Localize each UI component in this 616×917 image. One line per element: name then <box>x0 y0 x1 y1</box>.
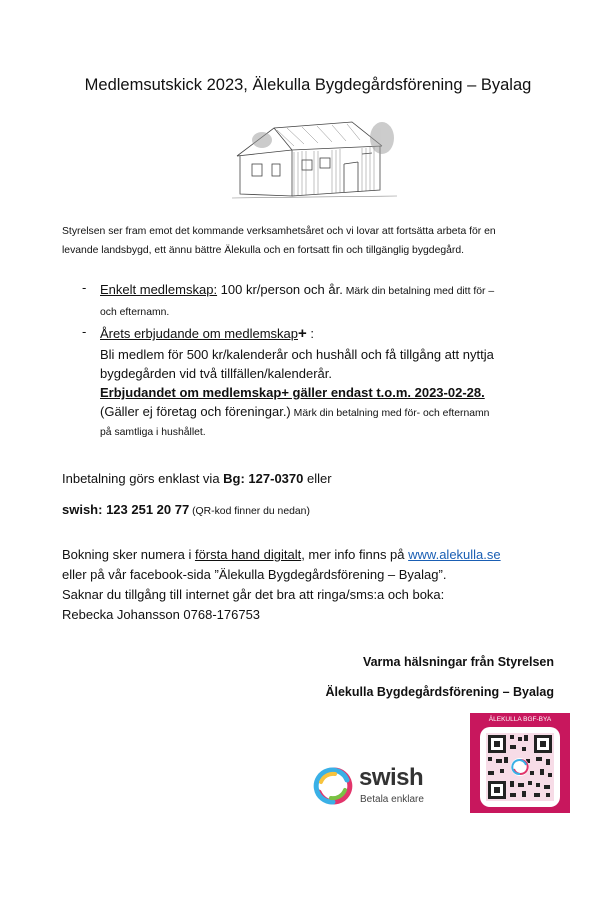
swish-swirl-icon <box>313 766 353 806</box>
bankgiro-line <box>62 469 332 489</box>
document-title: Medlemsutskick 2023, Älekulla Bygdegårdsförening – Byalag <box>84 76 532 94</box>
greeting-line-1: Varma hälsningar från Styrelsen <box>362 655 554 669</box>
list-dash: - <box>82 324 87 339</box>
qr-code-icon <box>480 727 560 807</box>
greeting-line-2: Älekulla Bygdegårdsförening – Byalag <box>325 685 554 699</box>
plus-colon: : <box>306 326 314 341</box>
swish-logo <box>313 762 443 812</box>
booking-contact: Rebecka Johansson 0768-176753 <box>62 607 261 622</box>
intro-paragraph <box>62 222 562 260</box>
plus-line-1: Bli medlem för 500 kr/kalenderår och hushåll och få tillgång att nyttja <box>100 347 494 362</box>
booking-paragraph <box>62 545 501 625</box>
booking-underlined: första hand digitalt <box>194 547 302 562</box>
booking-line-3: Saknar du tillgång till internet går det bra att ringa/sms:a och boka: <box>62 587 445 602</box>
plus-membership-label: Årets erbjudande om medlemskap <box>100 326 298 341</box>
simple-membership-price: 100 kr/person och år. <box>217 282 343 297</box>
swish-number: swish: 123 251 20 77 <box>62 502 190 517</box>
swish-tagline: Betala enklare <box>360 794 424 805</box>
swish-qr-card[interactable] <box>470 713 570 821</box>
swish-wordmark: swish <box>359 764 424 791</box>
bankgiro-number: Bg: 127-0370 <box>223 471 304 486</box>
plus-sign: + <box>298 325 307 342</box>
plus-note: Märk din betalning med för- och efternamn <box>290 408 490 419</box>
swish-line <box>62 500 310 522</box>
plus-note-2: på samtliga i hushållet. <box>100 427 206 438</box>
booking-line-2: eller på vår facebook-sida ”Älekulla Bygdegårdsförening – Byalag”. <box>62 567 447 582</box>
simple-membership-label: Enkelt medlemskap: <box>100 282 218 297</box>
booking-mid: , mer info finns på <box>301 547 409 562</box>
qr-header: ÄLEKULLA BGF-BYA <box>488 716 552 723</box>
bankgiro-suffix: eller <box>303 471 332 486</box>
booking-prefix: Bokning sker numera i <box>62 547 195 562</box>
plus-line-2: bygdegården vid två tillfällen/kalenderår. <box>100 366 332 381</box>
intro-line-2: levande landsbygd, ett ännu bättre Älekulla och en fortsatt fin och tillgänglig bygdegård. <box>62 245 465 256</box>
simple-membership-note: Märk din betalning med ditt för – <box>342 286 495 297</box>
simple-membership-note-2: och efternamn. <box>100 307 170 318</box>
intro-line-1: Styrelsen ser fram emot det kommande verksamhetsåret och vi lovar att fortsätta arbeta för en <box>62 226 496 237</box>
website-link[interactable]: www.alekulla.se <box>408 547 501 562</box>
swish-note: (QR-kod finner du nedan) <box>189 506 310 517</box>
bygdegard-sketch-icon <box>232 116 397 200</box>
plus-exclusion: (Gäller ej företag och föreningar.) <box>100 404 291 419</box>
list-dash: - <box>82 280 87 295</box>
bankgiro-prefix: Inbetalning görs enklast via <box>62 471 224 486</box>
plus-deadline: Erbjudandet om medlemskap+ gäller endast t.o.m. 2023-02-28. <box>100 385 485 400</box>
